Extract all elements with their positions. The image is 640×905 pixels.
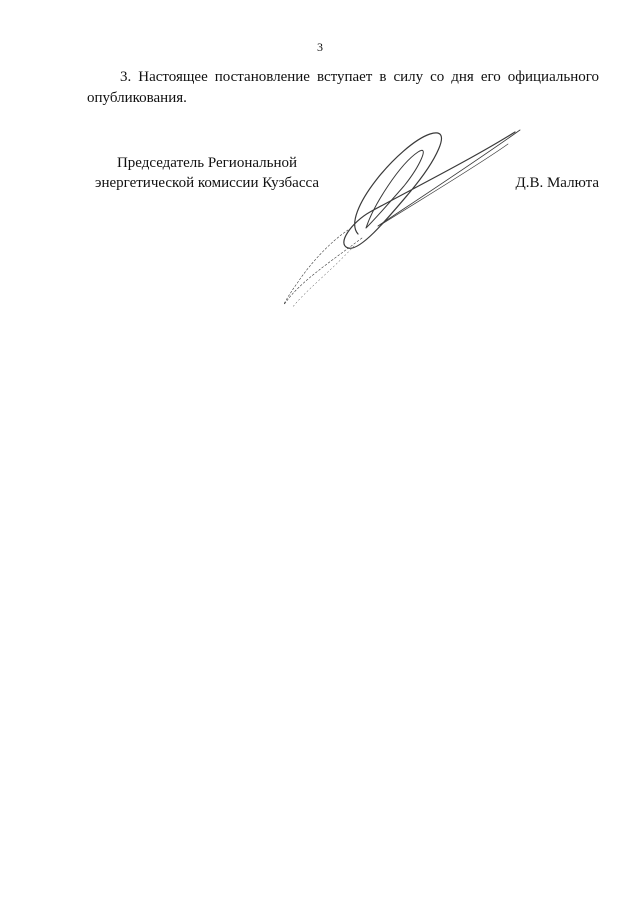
signatory-name: Д.В. Малюта <box>515 175 599 191</box>
signatory-title-line-1: Председатель Региональной <box>116 155 298 171</box>
signature-icon <box>270 122 530 312</box>
page-number: 3 <box>317 40 323 54</box>
signatory-title-line-2: энергетической комиссии Кузбасса <box>95 175 319 191</box>
body-paragraph: 3. Настоящее постановление вступает в силу со дня его официального опубликования. <box>87 69 599 106</box>
